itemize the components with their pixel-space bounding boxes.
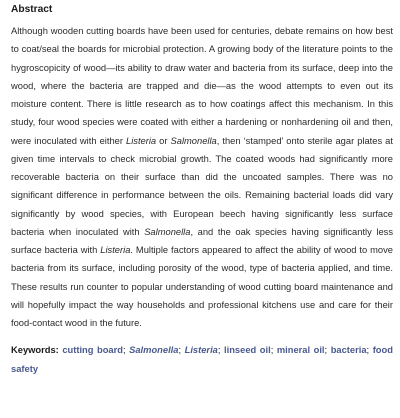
- keyword-link[interactable]: food safety: [11, 345, 393, 374]
- keyword-link[interactable]: Salmonella: [129, 345, 179, 356]
- keyword-separator: ;: [270, 345, 274, 356]
- abstract-text-run: Although wooden cutting boards have been used for centuries, debate remains on how best to coat/seal the boards for microbial protection. A growing body of the literature points to the hygroscopicity of wood—its ability to draw water and bacteria from its surface, deep into the wood, where the bacteria are trapped and die—as the wood attempts to even out its moisture content. There is little research as to how coatings affect this mechanism. In this study, four wood species were coated with either a hardening or nonhardening oil and then, were inoculated with either: [11, 26, 393, 146]
- keywords-line: [11, 341, 393, 378]
- abstract-text-run: , and the oak species having significantly less surface bacteria with: [11, 226, 393, 255]
- abstract-italic-term: Listeria: [126, 135, 157, 146]
- abstract-text-run: , then ‘stamped’ onto sterile agar plates at given time intervals to check microbial growth. The coated woods had significantly more recoverable bacteria on their surface than did the uncoated samples. There was no significant difference in performance between the oils. Remaining bacterial loads did vary significantly by wood species, with European beech having significantly less surface bacteria when inoculated with: [11, 135, 393, 237]
- abstract-heading: Abstract: [11, 4, 53, 15]
- keyword-link[interactable]: linseed oil: [224, 345, 271, 356]
- abstract-text-run: . Multiple factors appeared to affect the ability of wood to move bacteria from its surface, including porosity of the wood, type of bacteria applied, and time. These results run counter to popular understanding of wood cutting board maintenance and will hopefully impact the way households and professional kitchens use and care for their food-contact wood in the future.: [11, 245, 393, 328]
- abstract-section: [11, 0, 393, 378]
- keyword-separator: ;: [366, 345, 370, 356]
- abstract-italic-term: Listeria: [100, 245, 131, 255]
- abstract-italic-term: Salmonella: [170, 135, 217, 146]
- keyword-link[interactable]: mineral oil: [276, 345, 325, 356]
- keyword-separator: ;: [324, 345, 328, 356]
- keywords-list: [11, 345, 393, 374]
- keyword-link[interactable]: Listeria: [184, 345, 218, 356]
- keyword-separator: ;: [122, 345, 126, 356]
- abstract-body: [11, 22, 393, 332]
- keyword-link[interactable]: cutting board: [62, 345, 123, 356]
- abstract-text-run: or: [156, 135, 171, 146]
- abstract-italic-term: Salmonella: [144, 226, 191, 237]
- keyword-separator: ;: [178, 345, 182, 356]
- keyword-separator: ;: [217, 345, 221, 356]
- keyword-link[interactable]: bacteria: [330, 345, 367, 356]
- keywords-label: Keywords:: [11, 345, 59, 356]
